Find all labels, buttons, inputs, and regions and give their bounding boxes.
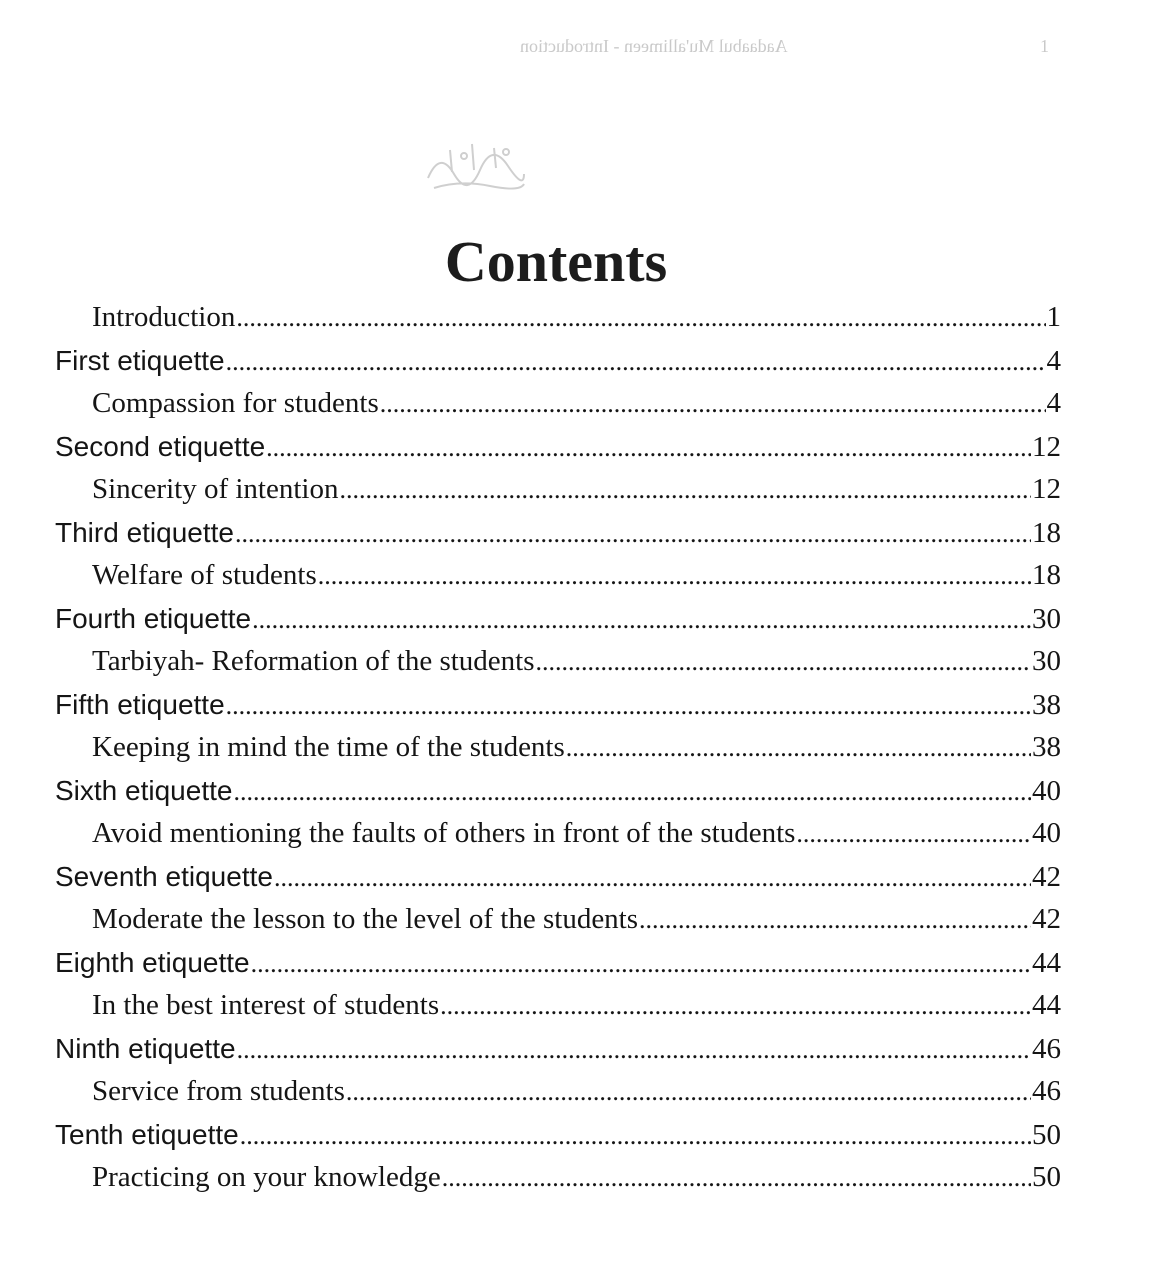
toc-entry-page: 18: [1032, 517, 1061, 549]
toc-entry-page: 50: [1032, 1161, 1061, 1193]
toc-entry-best-interest[interactable]: [92, 984, 1061, 1027]
toc-entry-introduction[interactable]: [92, 296, 1061, 339]
toc-entry-tenth-etiquette[interactable]: [55, 1113, 1061, 1156]
toc-entry-label: Welfare of students: [92, 559, 317, 591]
toc-entry-label: Moderate the lesson to the level of the students: [92, 903, 639, 935]
leader-dots: [346, 1070, 1031, 1113]
toc-entry-label: Fifth etiquette: [55, 689, 225, 720]
toc-entry-label: First etiquette: [55, 345, 225, 376]
toc-entry-label: Service from students: [92, 1075, 345, 1107]
toc-entry-seventh-etiquette[interactable]: [55, 855, 1061, 898]
toc-entry-label: Tenth etiquette: [55, 1119, 239, 1150]
toc-entry-page: 12: [1032, 431, 1061, 463]
toc-entry-label: Compassion for students: [92, 387, 379, 419]
toc-entry-sixth-etiquette[interactable]: [55, 769, 1061, 812]
toc-entry-page: 40: [1032, 817, 1061, 849]
leader-dots: [442, 1156, 1031, 1199]
toc-entry-tarbiyah[interactable]: [92, 640, 1061, 683]
toc-entry-page: 4: [1046, 387, 1061, 419]
toc-entry-page: 12: [1032, 473, 1061, 505]
toc-entry-label: Eighth etiquette: [55, 947, 250, 978]
leader-dots: [237, 1028, 1031, 1070]
toc-entry-first-etiquette[interactable]: [55, 339, 1061, 382]
toc-entry-second-etiquette[interactable]: [55, 425, 1061, 468]
toc-entry-faults[interactable]: [92, 812, 1061, 855]
leader-dots: [233, 770, 1031, 812]
toc-entry-page: 40: [1032, 775, 1061, 807]
toc-entry-page: 42: [1032, 861, 1061, 893]
toc-entry-label: Tarbiyah- Reformation of the students: [92, 645, 535, 677]
leader-dots: [339, 468, 1031, 511]
bleed-through-header: Aadaabul Mu'allimeen - Introduction: [520, 36, 788, 56]
leader-dots: [380, 382, 1046, 425]
leader-dots: [236, 296, 1045, 339]
toc-entry-fourth-etiquette[interactable]: [55, 597, 1061, 640]
toc-entry-page: 46: [1032, 1033, 1061, 1065]
leader-dots: [536, 640, 1031, 683]
leader-dots: [251, 942, 1031, 984]
toc-entry-label: Second etiquette: [55, 431, 266, 462]
toc-entry-welfare[interactable]: [92, 554, 1061, 597]
toc-entry-page: 30: [1032, 603, 1061, 635]
leader-dots: [639, 898, 1031, 941]
toc-entry-page: 44: [1032, 947, 1061, 979]
toc-entry-ninth-etiquette[interactable]: [55, 1027, 1061, 1070]
toc-entry-practicing[interactable]: [92, 1156, 1061, 1199]
leader-dots: [226, 684, 1031, 726]
leader-dots: [266, 426, 1031, 468]
leader-dots: [226, 340, 1046, 382]
toc-entry-page: 42: [1032, 903, 1061, 935]
toc-entry-page: 38: [1032, 731, 1061, 763]
toc-entry-page: 38: [1032, 689, 1061, 721]
toc-entry-label: Seventh etiquette: [55, 861, 273, 892]
leader-dots: [440, 984, 1031, 1027]
leader-dots: [252, 598, 1031, 640]
toc-entry-page: 44: [1032, 989, 1061, 1021]
leader-dots: [235, 512, 1031, 554]
toc-entry-label: Introduction: [92, 301, 236, 333]
toc-entry-label: Ninth etiquette: [55, 1033, 236, 1064]
toc-entry-label: Third etiquette: [55, 517, 234, 548]
toc-entry-page: 4: [1046, 345, 1061, 377]
toc-entry-service[interactable]: [92, 1070, 1061, 1113]
leader-dots: [240, 1114, 1031, 1156]
toc-entry-label: In the best interest of students: [92, 989, 440, 1021]
toc-entry-third-etiquette[interactable]: [55, 511, 1061, 554]
toc-entry-sincerity[interactable]: [92, 468, 1061, 511]
bleed-through-page-number: 1: [1040, 36, 1049, 56]
toc-entry-label: Keeping in mind the time of the students: [92, 731, 565, 763]
toc-entry-page: 1: [1046, 301, 1061, 333]
toc-entry-page: 30: [1032, 645, 1061, 677]
toc-entry-eighth-etiquette[interactable]: [55, 941, 1061, 984]
toc-entry-fifth-etiquette[interactable]: [55, 683, 1061, 726]
toc-entry-moderate[interactable]: [92, 898, 1061, 941]
page-title: Contents: [444, 229, 668, 294]
leader-dots: [566, 726, 1031, 769]
toc-entry-compassion[interactable]: [92, 382, 1061, 425]
toc-entry-label: Avoid mentioning the faults of others in front of the students: [92, 817, 796, 849]
toc-entry-page: 18: [1032, 559, 1061, 591]
leader-dots: [318, 554, 1031, 597]
toc-entry-label: Sincerity of intention: [92, 473, 339, 505]
toc-entry-page: 50: [1032, 1119, 1061, 1151]
leader-dots: [796, 812, 1031, 855]
toc-entry-time[interactable]: [92, 726, 1061, 769]
calligraphy-ornament-icon: [420, 130, 530, 200]
toc-entry-label: Practicing on your knowledge: [92, 1161, 441, 1193]
toc-entry-label: Fourth etiquette: [55, 603, 252, 634]
toc-entry-page: 46: [1032, 1075, 1061, 1107]
leader-dots: [274, 856, 1031, 898]
toc-entry-label: Sixth etiquette: [55, 775, 233, 806]
